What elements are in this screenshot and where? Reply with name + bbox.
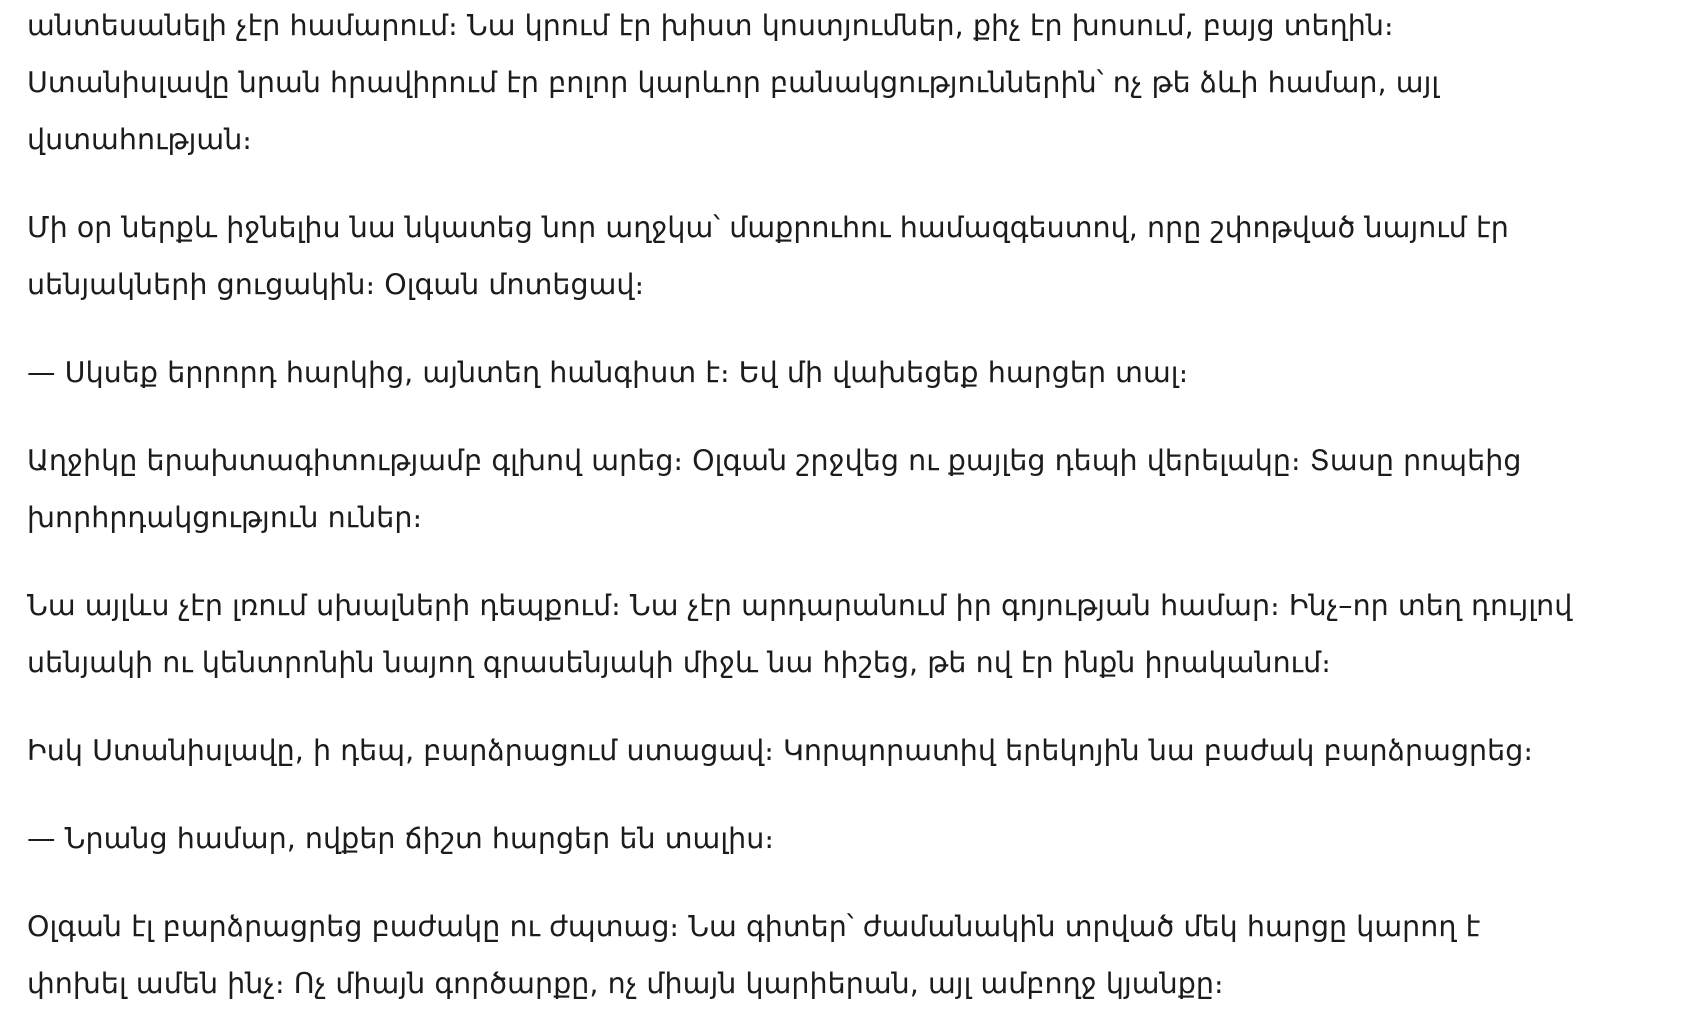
paragraph-4: Աղջիկը երախտագիտությամբ գլխով արեց։ Օլգան շրջվեց ու քայլեց դեպի վերելակը։ Տասը րոպեից խորհրդակցություն ուներ։ [27,444,1522,534]
paragraph-5: Նա այլևս չէր լռում սխալների դեպքում։ Նա չէր արդարանում իր գոյության համար։ Ինչ–որ տեղ դույլով սենյակի ու կենտրոնին նայող գրասենյակի միջև նա հիշեց, թե ով էր ինքն իրականում։ [27,589,1573,679]
paragraph-1: անտեսանելի չէր համարում։ Նա կրում էր խիստ կոստյումներ, քիչ էր խոսում, բայց տեղին։ Ստանիսլավը նրան հրավիրում էր բոլոր կարևոր բանակցություններին՝ ոչ թե ձևի համար, այլ վստահության։ [27,9,1440,156]
paragraph-2: Մի օր ներքև իջնելիս նա նկատեց նոր աղջկա՝ մաքրուհու համազգեստով, որը շփոթված նայում էր սենյակների ցուցակին։ Օլգան մոտեցավ։ [27,211,1509,301]
paragraph-7: — Նրանց համար, ովքեր ճիշտ հարցեր են տալիս։ [27,822,774,855]
paragraph-3: — Սկսեք երրորդ հարկից, այնտեղ հանգիստ է։ Եվ մի վախեցեք հարցեր տալ։ [27,356,1189,389]
paragraph-8: Օլգան էլ բարձրացրեց բաժակը ու ժպտաց։ Նա գիտեր՝ ժամանակին տրված մեկ հարցը կարող է փոխել ամեն ինչ։ Ոչ միայն գործարքը, ոչ միայն կարիերան, այլ ամբողջ կյանքը։ [27,910,1481,1000]
paragraph-6: Իսկ Ստանիսլավը, ի դեպ, բարձրացում ստացավ։ Կորպորատիվ երեկոյին նա բաժակ բարձրացրեց։ [27,734,1534,767]
